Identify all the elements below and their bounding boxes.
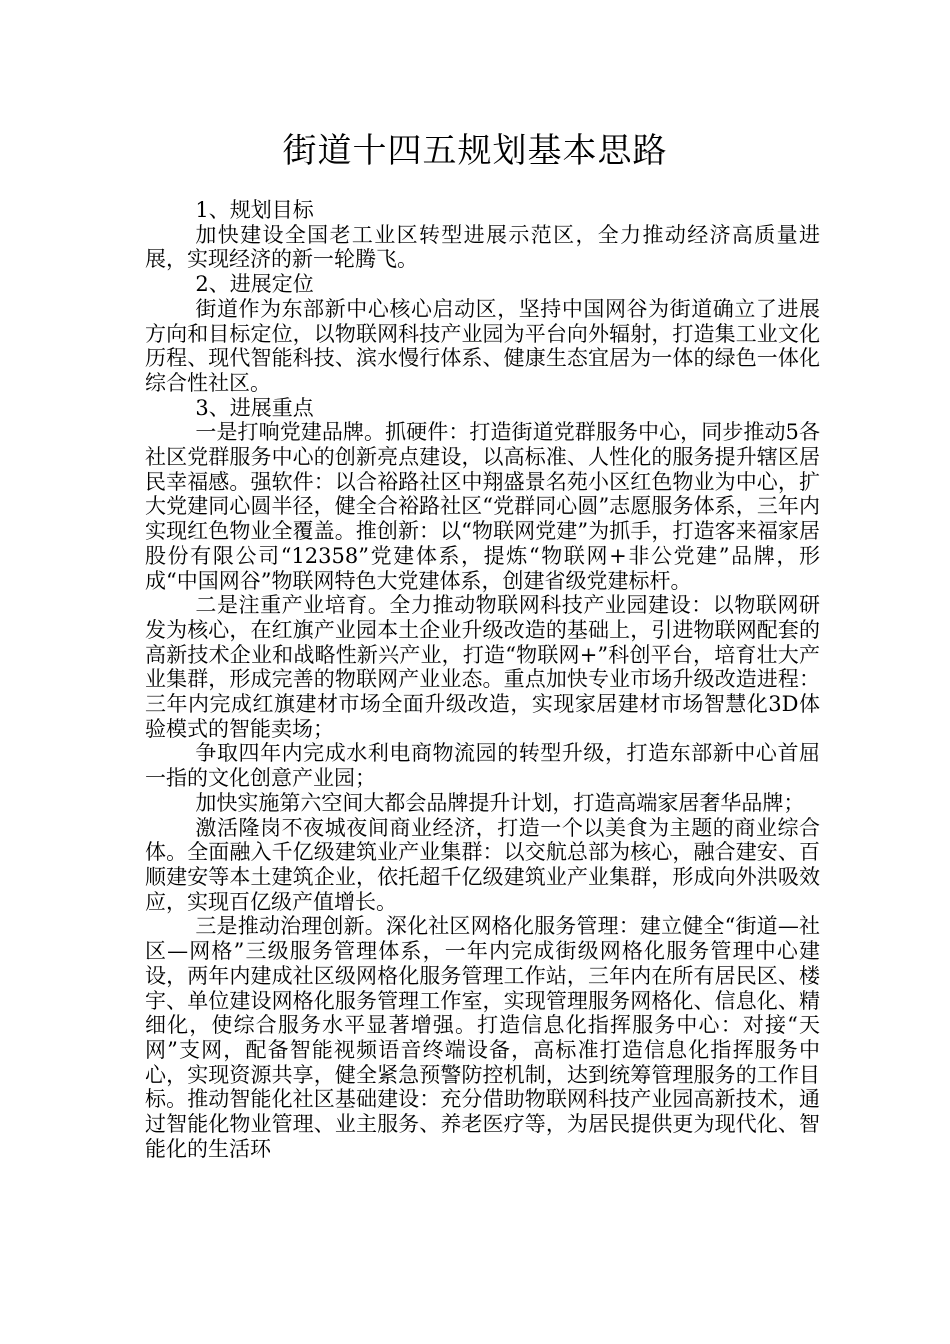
section-heading: 1、规划目标 [195, 198, 314, 222]
body-paragraph: 二是注重产业培育。全力推动物联网科技产业园建设：以物联网研发为核心，在红旗产业园本土企业升级改造的基础上，引进物联网配套的高新技术企业和战略性新兴产业，打造“物联网+”科创平台，培育壮大产业集群，形成完善的物联网产业业态。重点加快专业市场升级改造进程：三年内完成红旗建材市场全面升级改造，实现家居建材市场智慧化3D体验模式的智能卖场； [145, 593, 820, 741]
body-paragraph: 加快建设全国老工业区转型进展示范区，全力推动经济高质量进展，实现经济的新一轮腾飞。 [145, 222, 820, 272]
document-body [145, 198, 820, 1161]
body-paragraph: 争取四年内完成水利电商物流园的转型升级，打造东部新中心首屈一指的文化创意产业园； [145, 741, 820, 791]
section-heading: 3、进展重点 [195, 395, 314, 420]
body-paragraph: 激活隆岗不夜城夜间商业经济，打造一个以美食为主题的商业综合体。全面融入千亿级建筑业产业集群：以交航总部为核心，融合建安、百顺建安等本土建筑企业，依托超千亿级建筑业产业集群，形成向外洪吸效应，实现百亿级产值增长。 [145, 815, 820, 914]
body-paragraph: 一是打响党建品牌。抓硬件：打造街道党群服务中心，同步推动5各社区党群服务中心的创新亮点建设，以高标准、人性化的服务提升辖区居民幸福感。强软件：以合裕路社区中翔盛景名苑小区红色物业为中心，扩大党建同心圆半径，健全合裕路社区“党群同心圆”志愿服务体系，三年内实现红色物业全覆盖。推创新：以“物联网党建”为抓手，打造客来福家居股份有限公司“12358”党建体系，提炼“物联网+非公党建”品牌，形成“中国网谷”物联网特色大党建体系，创建省级党建标杆。 [145, 420, 820, 593]
document-title: 街道十四五规划基本思路 [282, 131, 668, 171]
section-heading: 2、进展定位 [195, 272, 314, 297]
body-paragraph: 街道作为东部新中心核心启动区，坚持中国网谷为街道确立了进展方向和目标定位，以物联网科技产业园为平台向外辐射，打造集工业文化历程、现代智能科技、滨水慢行体系、健康生态宜居为一体的绿色一体化综合性社区。 [145, 296, 820, 395]
body-paragraph: 加快实施第六空间大都会品牌提升计划，打造高端家居奢华品牌； [195, 790, 805, 815]
body-paragraph: 三是推动治理创新。深化社区网格化服务管理：建立健全“街道—社区—网格”三级服务管理体系，一年内完成街级网格化服务管理中心建设，两年内建成社区级网格化服务管理工作站，三年内在所有居民区、楼宇、单位建设网格化服务管理工作室，实现管理服务网格化、信息化、精细化，使综合服务水平显著增强。打造信息化指挥服务中心：对接“天网”支网，配备智能视频语音终端设备，高标准打造信息化指挥服务中心，实现资源共享，健全紧急预警防控机制，达到统筹管理服务的工作目标。推动智能化社区基础建设：充分借助物联网科技产业园高新技术，通过智能化物业管理、业主服务、养老医疗等，为居民提供更为现代化、智能化的生活环 [145, 914, 820, 1161]
